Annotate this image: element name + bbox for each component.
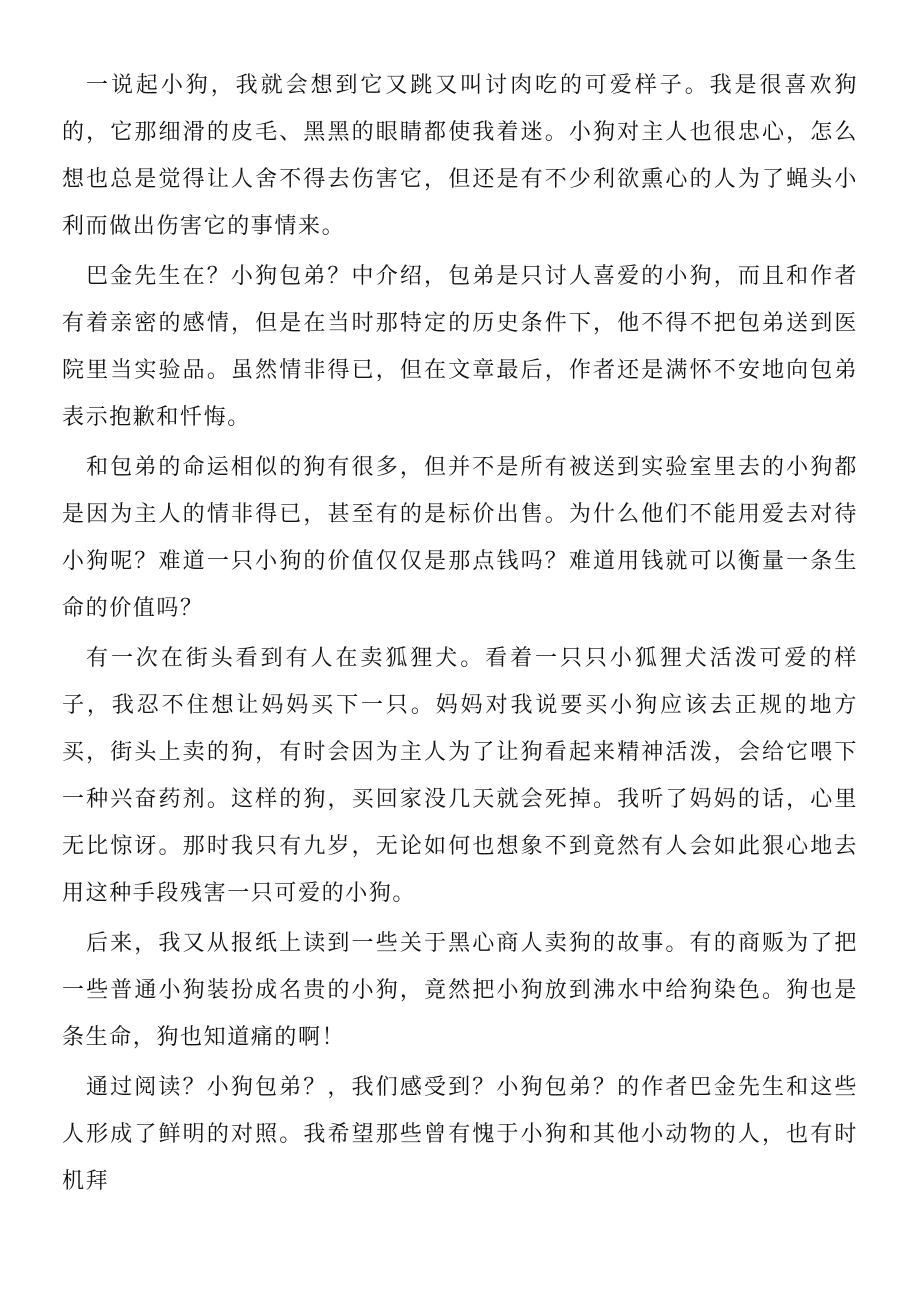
paragraph-6: 通过阅读？小狗包弟？，我们感受到？小狗包弟？的作者巴金先生和这些人形成了鲜明的对照。我希望那些曾有愧于小狗和其他小动物的人，也有时机拜 bbox=[62, 1075, 858, 1194]
paragraph-2: 巴金先生在？小狗包弟？中介绍，包弟是只讨人喜爱的小狗，而且和作者有着亲密的感情，但是在当时那特定的历史条件下，他不得不把包弟送到医院里当实验品。虽然情非得已，但在文章最后，作者还是满怀不安地向包弟表示抱歉和忏悔。 bbox=[62, 264, 858, 430]
paragraph-5: 后来，我又从报纸上读到一些关于黑心商人卖狗的故事。有的商贩为了把一些普通小狗装扮成名贵的小狗，竟然把小狗放到沸水中给狗染色。狗也是条生命，狗也知道痛的啊！ bbox=[62, 931, 858, 1050]
paragraph-4: 有一次在街头看到有人在卖狐狸犬。看着一只只小狐狸犬活泼可爱的样子，我忍不住想让妈妈买下一只。妈妈对我说要买小狗应该去正规的地方买，街头上卖的狗，有时会因为主人为了让狗看起来精神活泼，会给它喂下一种兴奋药剂。这样的狗，买回家没几天就会死掉。我听了妈妈的话，心里无比惊讶。那时我只有九岁，无论如何也想象不到竟然有人会如此狠心地去用这种手段残害一只可爱的小狗。 bbox=[62, 646, 858, 906]
paragraph-1: 一说起小狗，我就会想到它又跳又叫讨肉吃的可爱样子。我是很喜欢狗的，它那细滑的皮毛、黑黑的眼睛都使我着迷。小狗对主人也很忠心，怎么想也总是觉得让人舍不得去伤害它，但还是有不少利欲熏心的人为了蝇头小利而做出伤害它的事情来。 bbox=[62, 73, 858, 239]
essay-body bbox=[62, 62, 858, 1208]
paragraph-3: 和包弟的命运相似的狗有很多，但并不是所有被送到实验室里去的小狗都是因为主人的情非得已，甚至有的是标价出售。为什么他们不能用爱去对待小狗呢？难道一只小狗的价值仅仅是那点钱吗？难道用钱就可以衡量一条生命的价值吗？ bbox=[62, 455, 858, 621]
